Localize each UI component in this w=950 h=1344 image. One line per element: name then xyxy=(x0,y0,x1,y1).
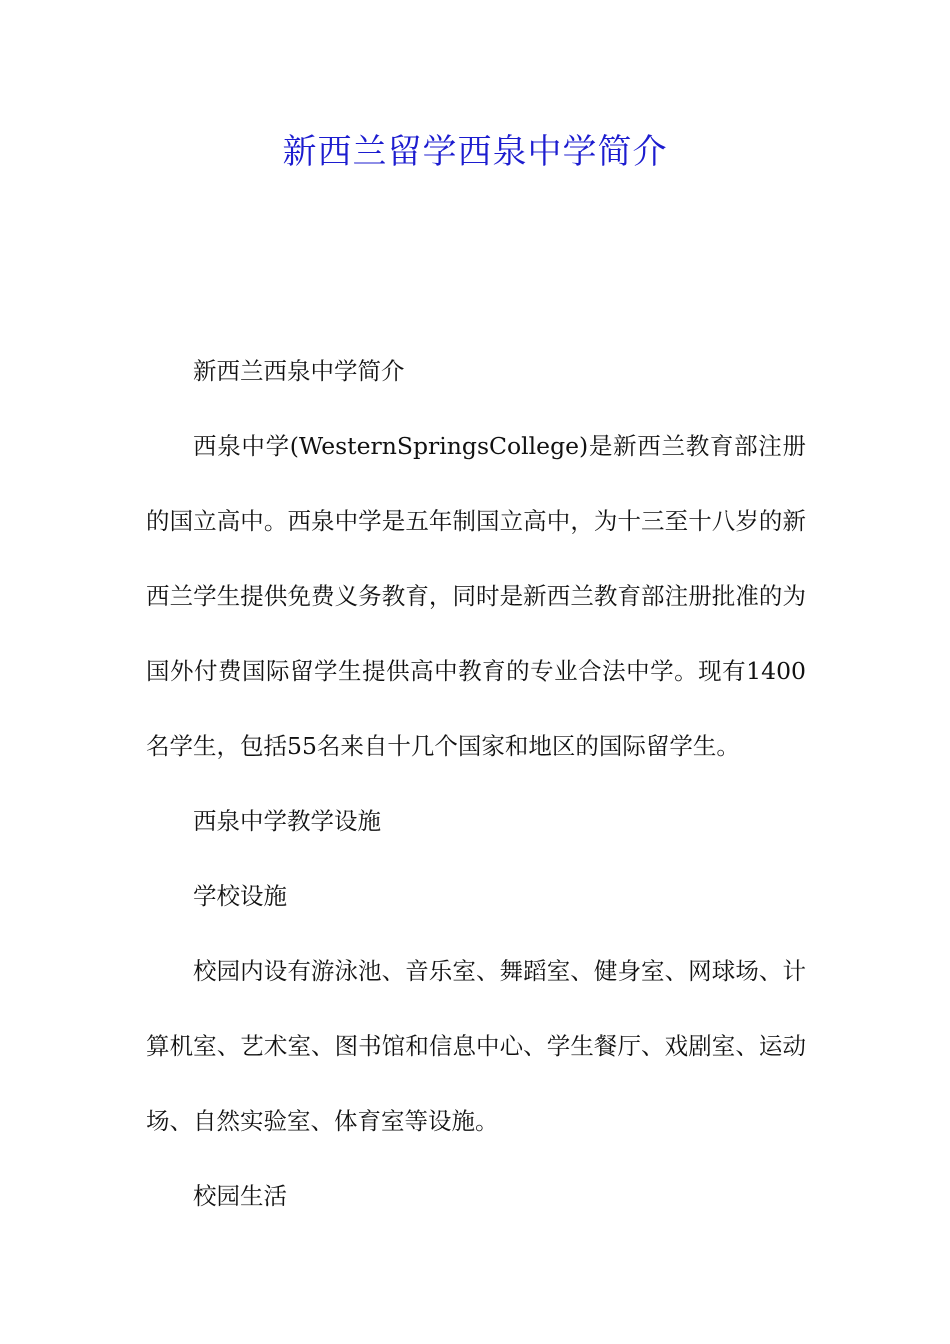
section-heading-facilities: 西泉中学教学设施 xyxy=(193,807,381,835)
document-body xyxy=(146,334,806,1234)
document-title: 新西兰留学西泉中学简介 xyxy=(282,132,668,172)
paragraph-facilities-list: 校园内设有游泳池、音乐室、舞蹈室、健身室、网球场、计算机室、艺术室、图书馆和信息中心、学生餐厅、戏剧室、运动场、自然实验室、体育室等设施。 xyxy=(146,957,806,1135)
section-heading-intro: 新西兰西泉中学简介 xyxy=(193,357,405,385)
subheading-school-facilities: 学校设施 xyxy=(193,882,287,910)
section-heading-campus-life: 校园生活 xyxy=(193,1182,287,1210)
paragraph-overview: 西泉中学(WesternSpringsCollege)是新西兰教育部注册的国立高中。西泉中学是五年制国立高中，为十三至十八岁的新西兰学生提供免费义务教育，同时是新西兰教育部注册批准的为国外付费国际留学生提供高中教育的专业合法中学。现有1400名学生，包括55名来自十几个国家和地区的国际留学生。 xyxy=(146,432,806,760)
